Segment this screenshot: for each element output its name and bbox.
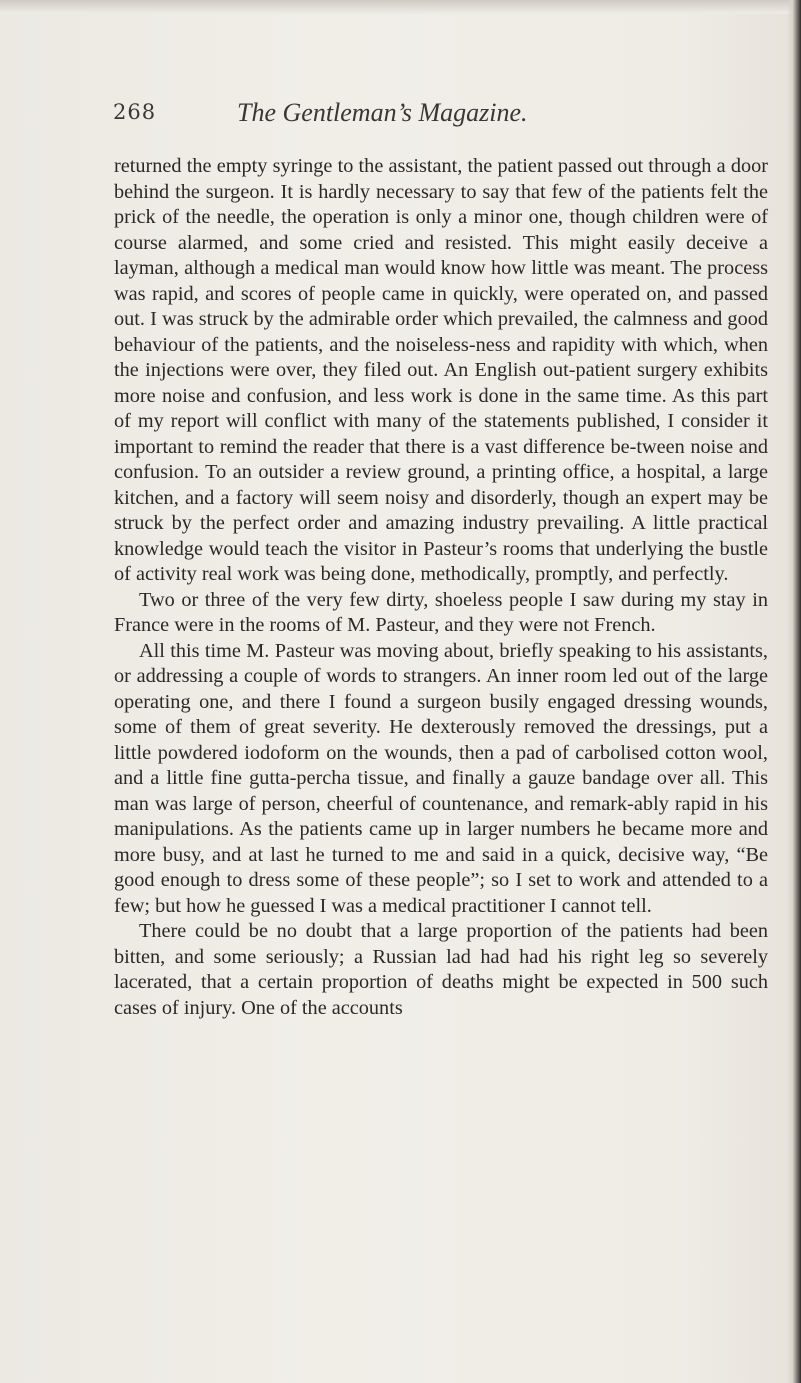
- paragraph: Two or three of the very few dirty, shoeless people I saw during my stay in France were in the rooms of M. Pasteur, and they were not French.: [114, 588, 768, 636]
- page-header: [0, 100, 801, 140]
- paragraph: All this time M. Pasteur was moving about, briefly speaking to his assistants, or addressing a couple of words to strangers. An inner room led out of the large operating one, and there I found a surgeon busily engaged dressing wounds, some of them of great severity. He dexterously removed the dressings, put a little powdered iodoform on the wounds, then a pad of carbolised cotton wool, and a little fine gutta-percha tissue, and finally a gauze bandage over all. This man was large of person, cheerful of countenance, and remark-ably rapid in his manipulations. As the patients came up in larger numbers he became more and more busy, and at last he turned to me and said in a quick, decisive way, “Be good enough to dress some of these people”; so I set to work and attended to a few; but how he guessed I was a medical practitioner I cannot tell.: [114, 639, 768, 917]
- page-top-edge: [0, 0, 801, 14]
- running-title: The Gentleman’s Magazine.: [237, 98, 528, 127]
- body-text: [114, 154, 768, 1021]
- paragraph: There could be no doubt that a large proportion of the patients had been bitten, and some seriously; a Russian lad had had his right leg so severely lacerated, that a certain proportion of deaths might be expected in 500 such cases of injury. One of the accounts: [114, 920, 768, 1019]
- page-number: 268: [113, 100, 157, 124]
- page-binding-edge: [787, 0, 801, 1383]
- paragraph-continued: returned the empty syringe to the assistant, the patient passed out through a door behind the surgeon. It is hardly necessary to say that few of the patients felt the prick of the needle, the operation is only a minor one, though children were of course alarmed, and some cried and resisted. This might easily deceive a layman, although a medical man would know how little was meant. The process was rapid, and scores of people came in quickly, were operated on, and passed out. I was struck by the admirable order which prevailed, the calmness and good behaviour of the patients, and the noiseless-ness and rapidity with which, when the injections were over, they filed out. An English out-patient surgery exhibits more noise and confusion, and less work is done in the same time. As this part of my report will conflict with many of the statements published, I consider it important to remind the reader that there is a vast difference be-tween noise and confusion. To an outsider a review ground, a printing office, a hospital, a large kitchen, and a factory will seem noisy and disorderly, though an expert may be struck by the perfect order and amazing industry prevailing. A little practical knowledge would teach the visitor in Pasteur’s rooms that underlying the bustle of activity real work was being done, methodically, promptly, and perfectly.: [114, 155, 768, 585]
